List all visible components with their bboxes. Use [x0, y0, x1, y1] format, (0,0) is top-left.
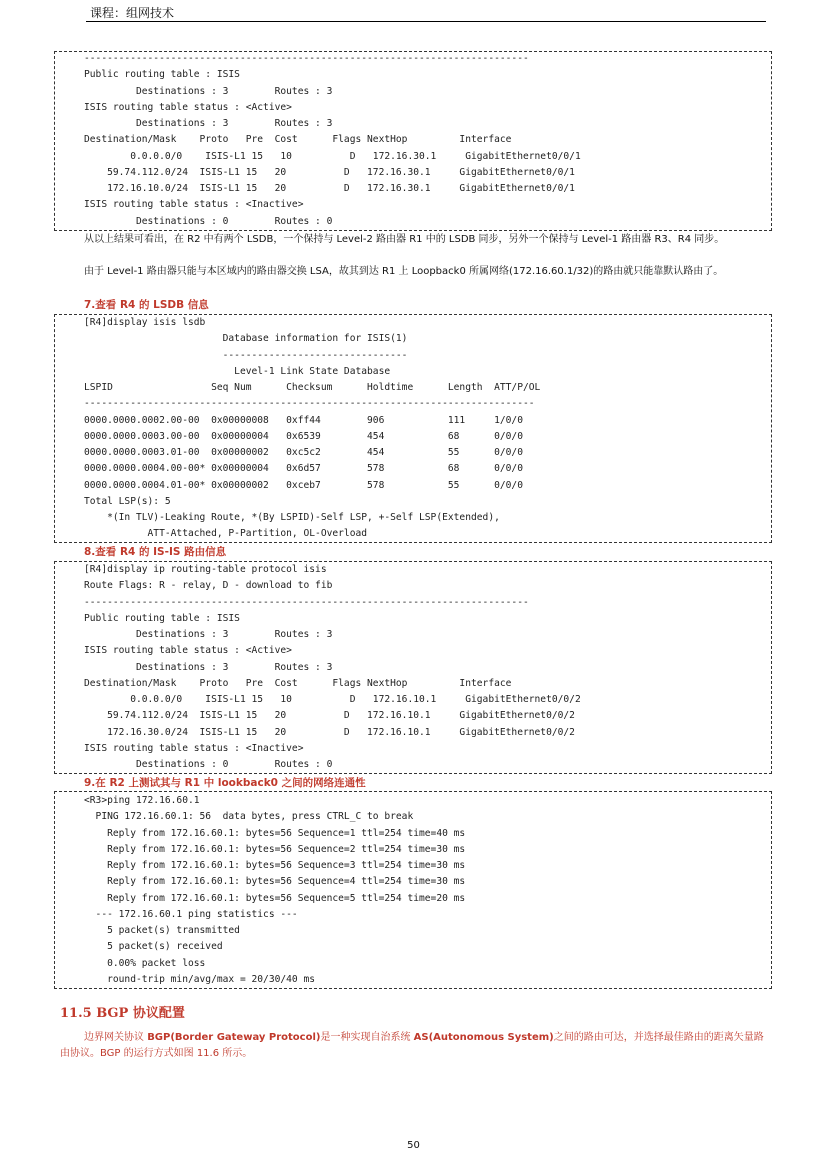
- code-block-ping: <R3>ping 172.16.60.1 PING 172.16.60.1: 56 data bytes, press CTRL_C to break Reply from 172.16.60.1: bytes=56 Sequence=1 ttl=254 time=40 ms Reply from 172.16.60.1: bytes=56 Sequence=2 ttl=254 time=30 ms Reply from 172.16.60.1: bytes=56 Sequence=3 ttl=254 time=30 ms Reply from 172.16.60.1: bytes=56 Sequence=4 ttl=254 time=30 ms Reply from 172.16.60.1: bytes=56 Sequence=5 ttl=254 time=20 ms --- 172.16.60.1 ping statistics --- 5 packet(s) transmitted 5 packet(s) received 0.00% packet loss round-trip min/avg/max = 20/30/40 ms: [84, 795, 466, 985]
- section-title: 11.5 BGP 协议配置: [60, 1006, 185, 1021]
- course-header: 课程：组网技术: [90, 6, 175, 20]
- header-rule: [86, 21, 766, 22]
- analysis-paragraph-2: [60, 264, 770, 280]
- as-term: AS(Autonomous System): [413, 1032, 554, 1043]
- bgp-text-prefix: 边界网关协议: [84, 1032, 148, 1043]
- code-block-routing-r4: [R4]display ip routing-table protocol isis Route Flags: R - relay, D - download to fib ----------------------------------------------------------------------------- Public routing table : ISIS Destinations : 3 Routes : 3 ISIS routing table status : <Active> Destinations : 3 Routes : 3 Destination/Mask Proto Pre Cost Flags NextHop Interface 0.0.0.0/0 ISIS-L1 15 10 D 172.16.10.1 GigabitEthernet0/0/2 59.74.112.0/24 ISIS-L1 15 20 D 172.16.10.1 GigabitEthernet0/0/2 172.16.30.0/24 ISIS-L1 15 20 D 172.16.10.1 GigabitEthernet0/0/2 ISIS routing table status : <Inactive> Destinations : 0 Routes : 0: [84, 564, 581, 770]
- code-block-lsdb: [R4]display isis lsdb Database information for ISIS(1) -------------------------------- Level-1 Link State Database LSPID Seq Num Checksum Holdtime Length ATT/P/OL ------------------------------------------------------------------------------ 0000.0000.0002.00-00 0x00000008 0xff44 906 111 1/0/0 0000.0000.0003.00-00 0x00000004 0x6539 454 68 0/0/0 0000.0000.0003.01-00 0x00000002 0xc5c2 454 55 0/0/0 0000.0000.0004.00-00* 0x00000004 0x6d57 578 68 0/0/0 0000.0000.0004.01-00* 0x00000002 0xceb7 578 55 0/0/0 Total LSP(s): 5 *(In TLV)-Leaking Route, *(By LSPID)-Self LSP, +-Self LSP(Extended), ATT-Attached, P-Partition, OL-Overload: [84, 317, 541, 540]
- step8-title: 8.查看 R4 的 IS-IS 路由信息: [84, 546, 227, 558]
- bgp-text-mid2: 之间的路由可达，并选择最佳路由的距离矢量路由协议。BGP 的运行方式如图 11.6 所示。: [60, 1032, 764, 1059]
- page-number: 50: [407, 1140, 420, 1151]
- analysis-text-1: 从以上结果可看出，在 R2 中有两个 LSDB，一个保持与 Level-2 路由器 R1 中的 LSDB 同步，另外一个保持与 Level-1 路由器 R3、R4 同步。: [84, 234, 725, 245]
- analysis-text-2: 由于 Level-1 路由器只能与本区域内的路由器交换 LSA，故其到达 R1 上 Loopback0 所属网络(172.16.60.1/32)的路由就只能靠默认路由了。: [84, 266, 724, 277]
- bgp-text-mid: 是一种实现自治系统: [320, 1032, 414, 1043]
- code-block-routing-r3: ----------------------------------------------------------------------------- Public routing table : ISIS Destinations : 3 Routes : 3 ISIS routing table status : <Active> Destinations : 3 Routes : 3 Destination/Mask Proto Pre Cost Flags NextHop Interface 0.0.0.0/0 ISIS-L1 15 10 D 172.16.30.1 GigabitEthernet0/0/1 59.74.112.0/24 ISIS-L1 15 20 D 172.16.30.1 GigabitEthernet0/0/1 172.16.10.0/24 ISIS-L1 15 20 D 172.16.30.1 GigabitEthernet0/0/1 ISIS routing table status : <Inactive> Destinations : 0 Routes : 0: [84, 53, 581, 227]
- step9-title: 9.在 R2 上测试其与 R1 中 lookback0 之间的网络连通性: [84, 777, 366, 789]
- bgp-paragraph: [60, 1030, 772, 1062]
- analysis-paragraph-1: [60, 232, 770, 248]
- step7-title: 7.查看 R4 的 LSDB 信息: [84, 299, 209, 311]
- bgp-term: BGP(Border Gateway Protocol): [147, 1032, 321, 1043]
